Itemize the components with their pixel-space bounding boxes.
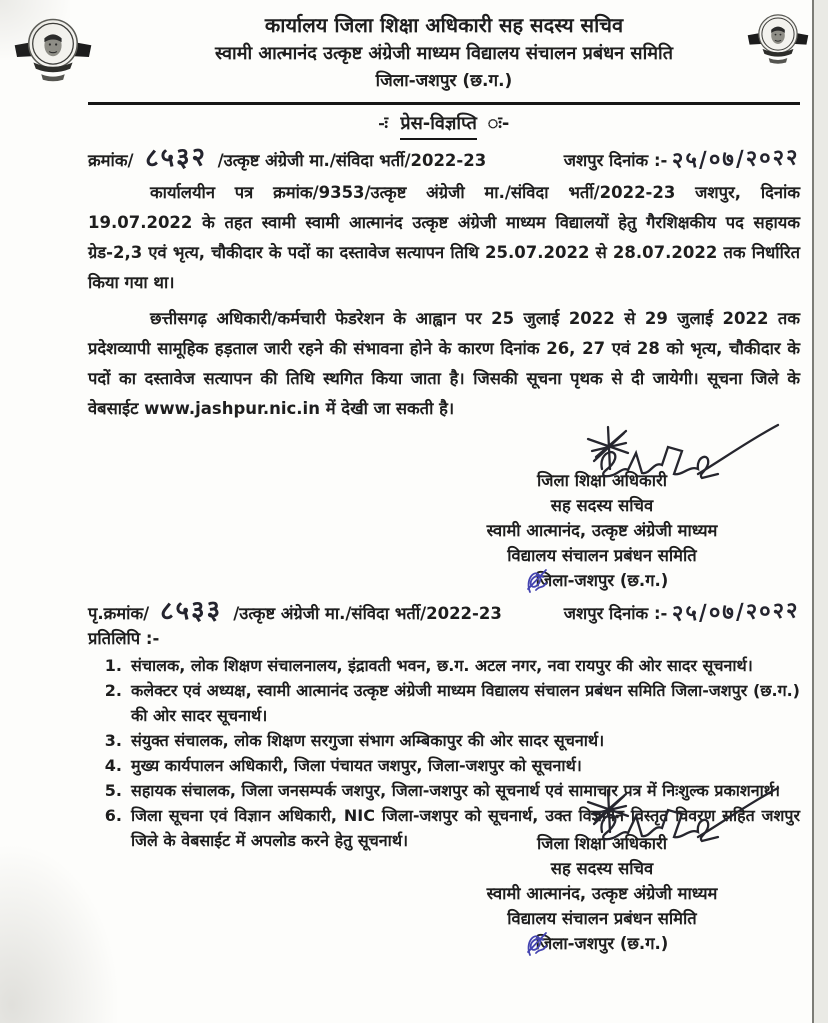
copy-ref-details: /उत्कृष्ट अंग्रेजी मा./संविदा भर्ती/2022-23 — [233, 604, 502, 623]
item-text: सहायक संचालक, जिला जनसम्पर्क जशपुर, जिला-जशपुर को सूचनार्थ एवं सामाचार पत्र में निःशुल्क प्रकाशनार्थ। — [131, 781, 781, 800]
signature-block-top — [422, 468, 782, 593]
signature-block-bottom — [422, 831, 782, 956]
office-title: कार्यालय जिला शिक्षा अधिकारी सह सदस्य सचिव — [264, 13, 624, 37]
swami-atmanand-emblem-right-icon — [744, 6, 812, 72]
place-date-label: जशपुर दिनांक :- — [563, 151, 668, 170]
copy-ref-number-row — [88, 595, 801, 627]
scan-smudge — [0, 843, 120, 1023]
press-title-suffix: ः- — [501, 113, 510, 134]
copy-ref-number-handwritten: ८५३३ — [159, 595, 223, 627]
item-text: मुख्य कार्यपालन अधिकारी, जिला पंचायत जशपुर, जिला-जशपुर को सूचनार्थ। — [131, 756, 582, 775]
letterhead-divider — [88, 102, 800, 105]
date-handwritten: २५/०७/२०२२ — [672, 145, 801, 174]
press-title-prefix: -ः — [378, 113, 389, 134]
copies-heading: प्रतिलिपि :- — [88, 629, 160, 648]
item-number: 6. — [104, 806, 122, 825]
press-release-title: प्रेस-विज्ञप्ति — [400, 111, 477, 140]
sig-designation-4: विद्यालय संचालन प्रबंधन समिति — [507, 909, 697, 928]
sig-designation-4: विद्यालय संचालन प्रबंधन समिति — [507, 546, 697, 565]
list-item — [98, 753, 800, 778]
ref-details: /उत्कृष्ट अंग्रेजी मा./संविदा भर्ती/2022-23 — [217, 151, 487, 170]
sig-designation-3: स्वामी आत्मानंद, उत्कृष्ट अंग्रेजी माध्यम — [486, 884, 718, 903]
ref-number-handwritten: ८५३२ — [144, 142, 207, 174]
list-item — [98, 678, 800, 728]
copy-ref-label: पृ.क्रमांक/ — [88, 604, 150, 623]
press-release-title-row — [88, 111, 800, 140]
body-paragraph-2: छत्तीसगढ़ अधिकारी/कर्मचारी फेडरेशन के आह्वान पर 25 जुलाई 2022 से 29 जुलाई 2022 तक प्रदेशव्यापी सामूहिक हड़ताल जारी रहने की संभावना होने के कारण दिनांक 26, 27 एवं 28 को भृत्य, चौकीदार के पदों का दस्तावेज सत्यापन की तिथि स्थगित किया जाता है। जिसकी सूचना पृथक से दी जायेगी। सूचना जिले के वेबसाईट www.jashpur.nic.in में देखी जा सकती है। — [88, 309, 800, 418]
copy-place-date-label: जशपुर दिनांक :- — [563, 604, 668, 623]
item-number: 3. — [104, 731, 122, 750]
list-item — [98, 728, 800, 753]
signature-scrawl-icon — [566, 784, 786, 846]
sig-designation-5: जिला-जशपुर (छ.ग.) — [535, 571, 669, 590]
sig-designation-2: सह सदस्य सचिव — [550, 496, 654, 515]
sig-designation-2: सह सदस्य सचिव — [550, 859, 654, 878]
item-text: कलेक्टर एवं अध्यक्ष, स्वामी आत्मानंद उत्कृष्ट अंग्रेजी माध्यम विद्यालय संचालन प्रबंधन समिति जिला-जशपुर (छ.ग.) की ओर सादर सूचनार्थ। — [131, 681, 800, 725]
item-number: 4. — [104, 756, 122, 775]
sig-designation-1: जिला शिक्षा अधिकारी — [536, 471, 668, 490]
scan-edge — [812, 0, 828, 1023]
item-text: जिला सूचना एवं विज्ञान अधिकारी, NIC जिला-जशपुर को सूचनार्थ, उक्त विज्ञापन विस्तृत विवरण सहित जशपुर जिले के वेबसाईट में अपलोड करने हेतु सूचनार्थ। — [131, 806, 800, 850]
sig-designation-3: स्वामी आत्मानंद, उत्कृष्ट अंग्रेजी माध्यम — [486, 521, 718, 540]
sig-designation-5: जिला-जशपुर (छ.ग.) — [535, 934, 669, 953]
sig-designation-1: जिला शिक्षा अधिकारी — [536, 834, 668, 853]
ref-label: क्रमांक/ — [88, 151, 134, 170]
list-item — [98, 653, 800, 678]
blue-initial-stamp-icon — [522, 564, 548, 598]
body-paragraph-1: कार्यालयीन पत्र क्रमांक/9353/उत्कृष्ट अंग्रेजी मा./संविदा भर्ती/2022-23 जशपुर, दिनांक 19.07.2022 के तहत स्वामी स्वामी आत्मानंद उत्कृष्ट अंग्रेजी माध्यम विद्यालयों हेतु गैरशिक्षकीय पद सहायक ग्रेड-2,3 एवं भृत्य, चौकीदार के पदों का दस्तावेज सत्यापन तिथि 25.07.2022 से 28.07.2022 तक निर्धारित किया गया था। — [88, 183, 800, 292]
letterhead — [88, 10, 800, 98]
committee-title: स्वामी आत्मानंद उत्कृष्ट अंग्रेजी माध्यम विद्यालय संचालन प्रबंधन समिति — [215, 43, 673, 64]
item-number: 2. — [104, 681, 122, 700]
copy-date-handwritten: २५/०७/२०२२ — [672, 598, 801, 627]
ref-number-row — [88, 142, 801, 174]
item-text: संचालक, लोक शिक्षण संचालनालय, इंद्रावती भवन, छ.ग. अटल नगर, नवा रायपुर की ओर सादर सूचनार्थ। — [131, 656, 753, 675]
district-line: जिला-जशपुर (छ.ग.) — [375, 71, 513, 91]
scan-smudge — [0, 0, 70, 60]
item-number: 1. — [104, 656, 122, 675]
signature-scrawl-icon — [566, 421, 786, 483]
blue-initial-stamp-icon — [522, 927, 548, 961]
item-number: 5. — [104, 781, 122, 800]
item-text: संयुक्त संचालक, लोक शिक्षण सरगुजा संभाग अम्बिकापुर की ओर सादर सूचनार्थ। — [131, 731, 605, 750]
